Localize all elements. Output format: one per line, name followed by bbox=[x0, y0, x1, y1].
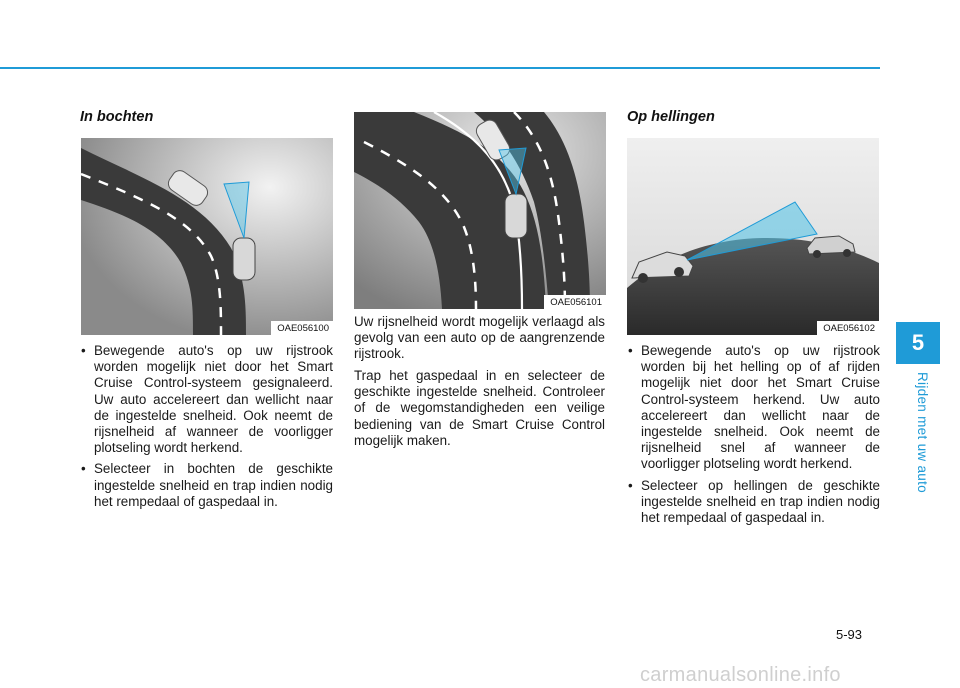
heading-op-hellingen: Op hellingen bbox=[627, 109, 715, 125]
chapter-number-tab: 5 bbox=[896, 322, 940, 364]
adjacent-lane-road-image bbox=[354, 112, 606, 309]
header-rule bbox=[0, 67, 880, 69]
figure-curve-illustration bbox=[81, 138, 333, 335]
curve-road-image bbox=[81, 138, 333, 335]
list-item: • Selecteer in bochten de geschikte ingestelde snelheid en trap indien nodig het rempedaal of gaspedaal in. bbox=[80, 461, 333, 510]
slope-road-image bbox=[627, 138, 879, 335]
figure-adjacent-lane-illustration bbox=[354, 112, 606, 309]
figure-code: OAE056102 bbox=[817, 321, 879, 335]
page-number: 5-93 bbox=[836, 627, 863, 642]
figure-slope-illustration bbox=[627, 138, 879, 335]
chapter-title: Rijden met uw auto bbox=[915, 372, 930, 493]
list-item: • Bewegende auto's op uw rijstrook worden bij het helling op of af rijden mogelijk niet door het Smart Cruise Control-systeem herkend. Uw auto accelereert dan wellicht naar de ingestelde snelheid. Ook neemt de rijsnelheid snel af wanneer de voorligger plotseling wordt herkend. bbox=[627, 343, 880, 473]
figure-code: OAE056101 bbox=[544, 295, 606, 309]
heading-in-bochten: In bochten bbox=[80, 109, 154, 125]
own-car-icon bbox=[233, 238, 255, 280]
paragraph-adjacent-lane: Uw rijsnelheid wordt mogelijk verlaagd als gevolg van een auto op de aangrenzende rijstrook. bbox=[354, 314, 605, 362]
own-car-icon bbox=[505, 194, 527, 238]
list-item: • Selecteer op hellingen de geschikte ingestelde snelheid en trap indien nodig het rempedaal of gaspedaal in. bbox=[627, 478, 880, 527]
figure-code: OAE056100 bbox=[271, 321, 333, 335]
left-bullet-list bbox=[80, 343, 333, 515]
list-item: • Bewegende auto's op uw rijstrook worden mogelijk niet door het Smart Cruise Control-systeem gesignaleerd. Uw auto accelereert dan wellicht naar de ingestelde snelheid. Ook neemt de rijsnelheid af wanneer de voorligger plotseling wordt herkend. bbox=[80, 343, 333, 456]
watermark: carmanualsonline.info bbox=[640, 664, 841, 686]
right-bullet-list bbox=[627, 343, 880, 531]
paragraph-accelerate: Trap het gaspedaal in en selecteer de geschikte ingestelde snelheid. Controleer of de wegomstandigheden een veilige bediening van de Smart Cruise Control mogelijk maken. bbox=[354, 368, 605, 448]
